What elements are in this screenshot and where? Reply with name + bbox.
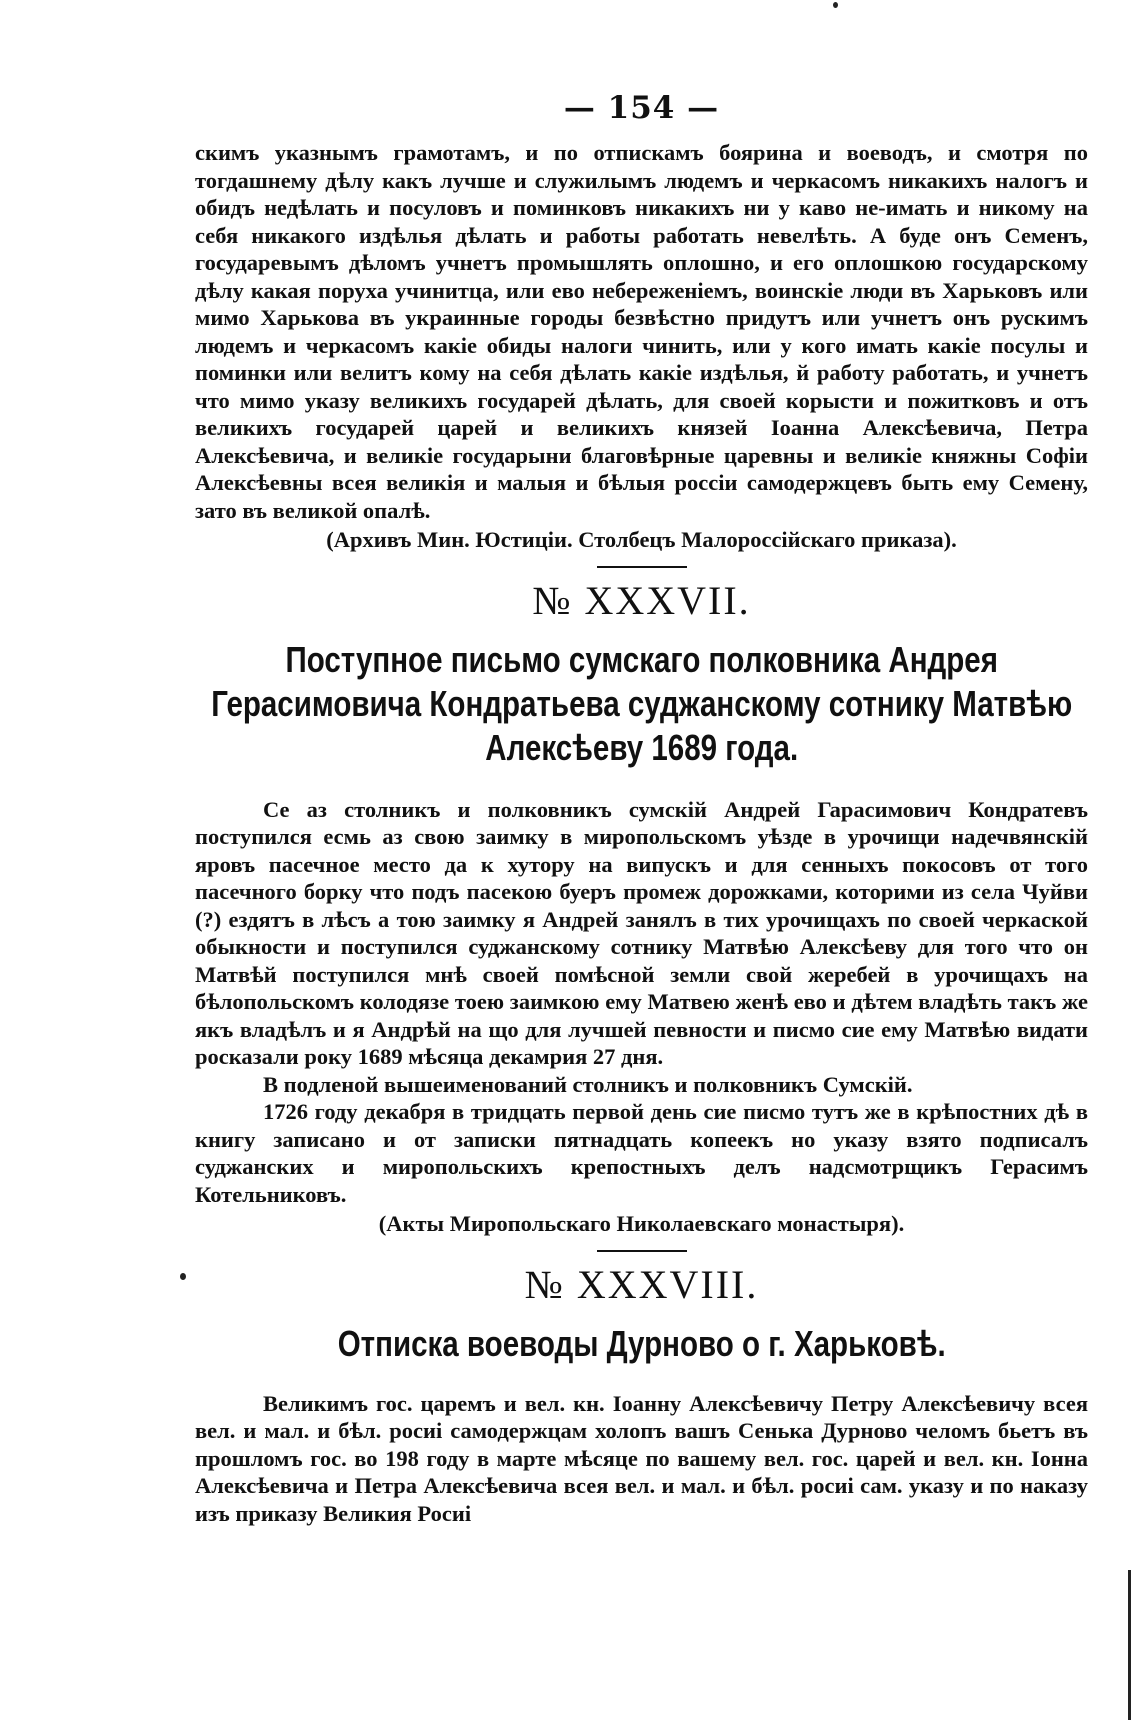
continuation-paragraph: скимъ указнымъ грамотамъ, и по отпискамъ боярина и воеводъ, и смотря по тогдашнему дѣлу какъ лучше и служилымъ людемъ и черкасомъ никакихъ налогъ и обидъ недѣлать и посуловъ и поминковъ никакихъ ни у каво не-имать и никому на себя никакого издѣлья дѣлать и работы работать невелѣть. А буде онъ Семенъ, государевымъ дѣломъ учнетъ промышлять оплошно, и его оплошкою государскому дѣлу какая поруха учинитца, или ево небереженіемъ, воинскіе люди въ Харьковъ или мимо Харькова въ украинные городы безвѣстно придутъ или учнетъ онъ рускимъ людемъ и черкасомъ какіе обиды налоги чинить, или у кого имать какіе посулы и поминки или велитъ кому на себя дѣлать какіе издѣлья, й работу работать, и учнетъ что мимо указу великихъ государей дѣлать, для своей корысти и пожитковъ и отъ великихъ государей царей и великихъ князей Іоанна Алексѣевича, Петра Алексѣевича, и великіе государыни благовѣрные царевны и великіе княжны Софіи Алексѣевны всея великія и малыя и бѣлыя россіи самодержцевъ быть ему Семену, зато въ великой опалѣ. — [195, 140, 1088, 523]
document-body — [195, 796, 1088, 1209]
document-section — [195, 578, 1088, 1238]
source-citation: (Акты Миропольскаго Николаевскаго монастыря). — [378, 1211, 905, 1236]
page-number: — 154 — — [563, 90, 720, 126]
document-section — [195, 1262, 1088, 1528]
document-number: № XXXVII. — [532, 577, 751, 623]
section-divider — [597, 566, 687, 568]
section-divider — [597, 1250, 687, 1252]
source-citation: (Архивъ Мин. Юстиціи. Столбецъ Малороссійскаго приказа). — [326, 527, 957, 552]
document-body — [195, 1390, 1088, 1528]
document-title: Поступное письмо сумскаго полковника Андрея Герасимовича Кондратьева суджанскому сотнику Матвѣю Алексѣеву 1689 года. — [210, 638, 1073, 768]
document-paragraph: В подленой вышеименований столникъ и полковникъ Сумскій. — [263, 1071, 913, 1097]
document-paragraph: Се аз столникъ и полковникъ сумскій Андрей Гарасимович Кондратевъ поступился есмь аз свою заимку в миропольскомъ уѣзде в урочищи надечвянскій яровъ пасечное место да к хутору на випускъ и для сенныхъ покосовъ от того пасечного борку что подъ пасекою буеръ промеж дорожками, которими из села Чуйви (?) ездятъ в лѣсъ а тою заимку я Андрей занялъ в тих урочищахъ по своей черкаской обыкности и поступился суджанскому сотнику Матвѣю Алексѣеву для того что он Матвѣй поступился мнѣ своей помѣсной земли свой жеребей в урочищахъ на бѣлопольскомъ колодязе тоею заимкою ему Матвею женѣ ево и дѣтем владѣть такъ же якъ владѣлъ и я Андрѣй на що для лучшей певности и писмо сие ему Матвѣю видати росказали року 1689 мѣсяца декамрия 27 дня. — [195, 796, 1088, 1069]
scan-speck — [833, 2, 838, 8]
document-paragraph: 1726 году декабря в тридцать первой день сие писмо тутъ же в крѣпостних дѣ в книгу записано и от записки пятнадцать копеекъ но указу взято подписалъ суджанских и миропольскихъ крепостныхъ делъ надсмотрщикъ Герасимъ Котельниковъ. — [195, 1099, 1088, 1207]
document-title: Отписка воеводы Дурново о г. Харьковѣ. — [337, 1322, 946, 1364]
scan-speck — [180, 1273, 186, 1280]
document-number: № XXXVIII. — [524, 1261, 759, 1307]
book-page — [195, 90, 1088, 1690]
continuation-text — [195, 139, 1088, 524]
scan-edge-line — [1128, 1570, 1131, 1720]
document-paragraph: Великимъ гос. царемъ и вел. кн. Іоанну Алексѣевичу Петру Алексѣевичу всея вел. и мал. и бѣл. росиі самодержцам холопъ вашъ Сенька Дурново челомъ бьетъ въ прошломъ гос. во 198 году в марте мѣсяце по вашему вел. гос. царей и вел. кн. Іонна Алексѣевича и Петра Алексѣевича всея вел. и мал. и бѣл. росиі сам. указу и по наказу изъ приказу Великия Росиі — [195, 1390, 1088, 1526]
